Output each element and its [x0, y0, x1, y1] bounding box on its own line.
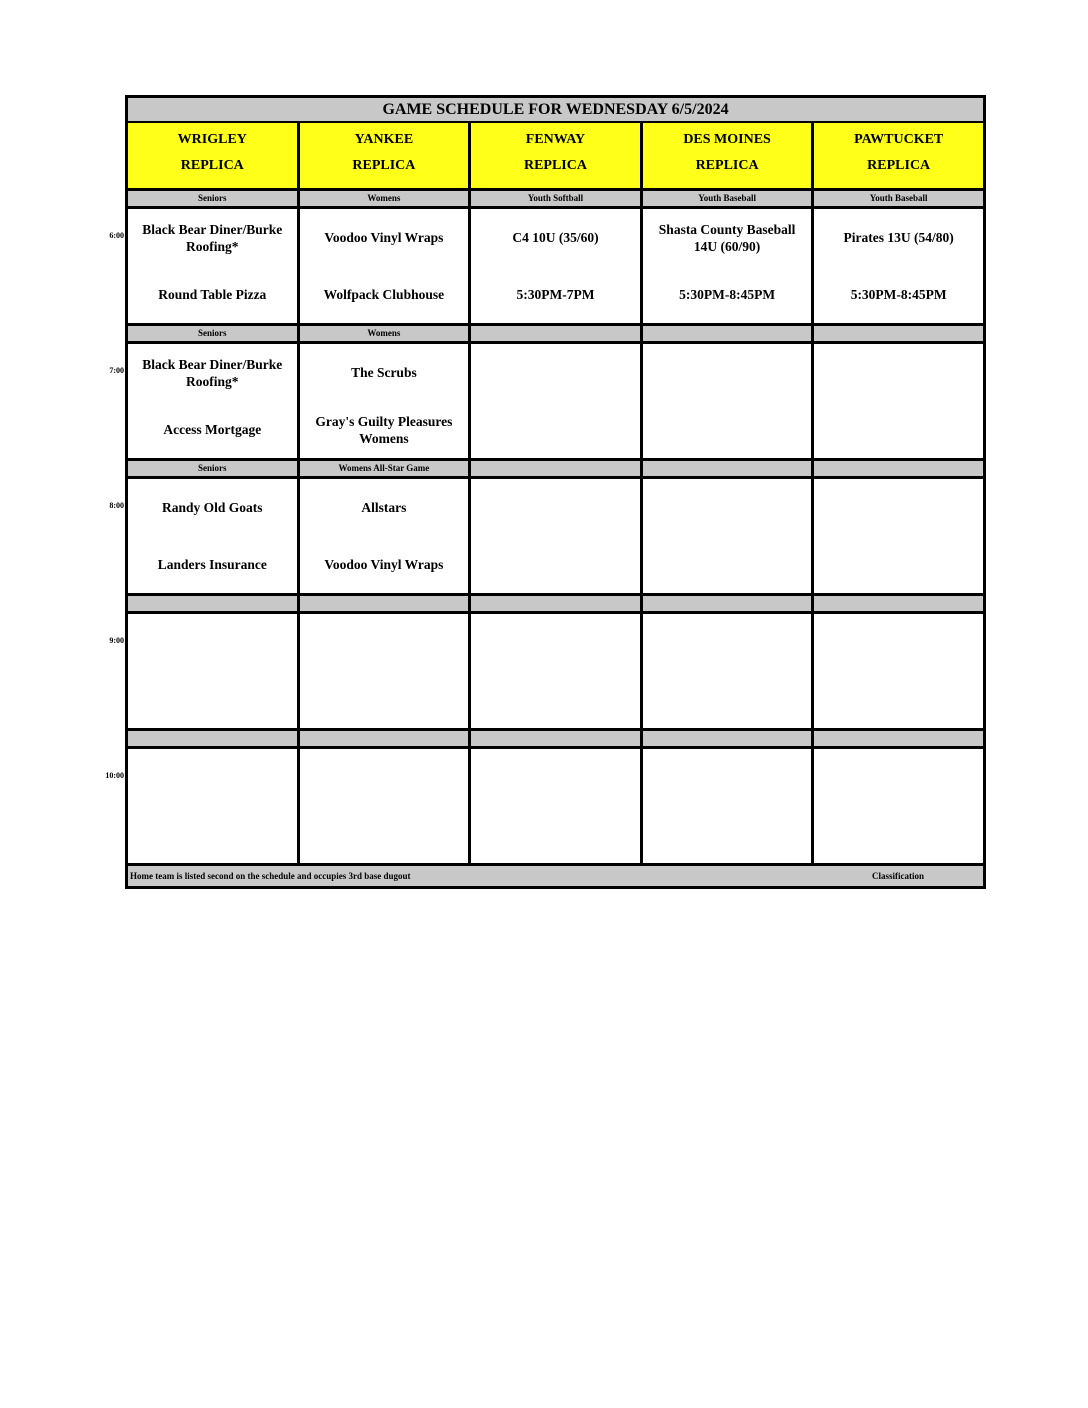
game-cell [300, 209, 472, 323]
classification-label: Womens [300, 326, 472, 341]
away-team [647, 479, 808, 536]
game-cell [128, 479, 300, 593]
home-team [304, 806, 465, 863]
classification-label [300, 731, 472, 746]
away-team [304, 614, 465, 671]
game-cell [471, 344, 643, 458]
away-team [818, 479, 979, 536]
home-team [475, 536, 636, 593]
classification-label [814, 731, 983, 746]
field-sub: REPLICA [352, 158, 416, 173]
classification-label: Seniors [128, 191, 300, 206]
away-team: Shasta County Baseball 14U (60/90) [658, 221, 796, 254]
game-cell [471, 749, 643, 863]
classification-label: Youth Baseball [869, 193, 928, 203]
classification-band [125, 593, 986, 611]
away-team: Black Bear Diner/Burke Roofing* [142, 221, 283, 254]
game-cell [643, 479, 815, 593]
away-team [475, 749, 636, 806]
game-slot-row [125, 341, 986, 458]
game-cell [643, 614, 815, 728]
away-team [475, 344, 636, 401]
field-sub: REPLICA [523, 158, 587, 173]
field-header-yankee [300, 123, 472, 188]
field-name: DES MOINES [683, 132, 771, 147]
time-slots [125, 188, 986, 863]
home-team [475, 401, 636, 458]
classification-label: Womens All-Star Game [300, 461, 472, 476]
field-name: WRIGLEY [177, 132, 247, 147]
game-cell [814, 479, 983, 593]
home-team [475, 806, 636, 863]
away-team: C4 10U (35/60) [512, 230, 599, 245]
game-slot-row [125, 746, 986, 863]
home-team [647, 806, 808, 863]
classification-band [125, 728, 986, 746]
game-cell [128, 344, 300, 458]
classification-label [643, 596, 815, 611]
classification-label [814, 326, 983, 341]
footer-row [125, 863, 986, 889]
home-team [132, 671, 293, 728]
away-team [818, 749, 979, 806]
classification-band [125, 188, 986, 206]
field-header-row [125, 123, 986, 188]
classification-label: Youth Baseball [643, 191, 815, 206]
game-cell [128, 209, 300, 323]
field-header-fenway [471, 123, 643, 188]
game-cell [643, 749, 815, 863]
home-team [818, 401, 979, 458]
field-name: YANKEE [354, 132, 414, 147]
away-team [647, 344, 808, 401]
classification-label: Seniors [128, 461, 300, 476]
game-cell [300, 344, 472, 458]
home-team: Landers Insurance [157, 557, 267, 572]
classification-label [471, 326, 643, 341]
away-team: The Scrubs [351, 365, 417, 380]
field-name: PAWTUCKET [854, 132, 944, 147]
away-team [647, 614, 808, 671]
time-label: 10:00 [105, 771, 124, 780]
footer-classification: Classification [871, 871, 924, 881]
game-slot-row [125, 476, 986, 593]
field-sub: REPLICA [180, 158, 244, 173]
classification-label: Womens [300, 191, 472, 206]
game-cell [300, 749, 472, 863]
field-header-des-moines [643, 123, 815, 188]
home-team [475, 671, 636, 728]
classification-label [128, 596, 300, 611]
home-team: 5:30PM-8:45PM [679, 287, 776, 302]
time-label: 6:00 [109, 231, 124, 240]
home-team [132, 806, 293, 863]
away-team: Pirates 13U (54/80) [843, 230, 954, 245]
home-team: Wolfpack Clubhouse [323, 287, 445, 302]
field-name: FENWAY [525, 132, 586, 147]
home-team [818, 536, 979, 593]
classification-band [125, 458, 986, 476]
home-team [304, 671, 465, 728]
field-sub: REPLICA [867, 158, 931, 173]
time-label: 9:00 [109, 636, 124, 645]
field-sub: REPLICA [695, 158, 759, 173]
game-cell [643, 209, 815, 323]
home-team [647, 671, 808, 728]
classification-label [471, 596, 643, 611]
home-team [647, 401, 808, 458]
home-team: Access Mortgage [163, 422, 262, 437]
time-label: 7:00 [109, 366, 124, 375]
home-team: 5:30PM-8:45PM [850, 287, 947, 302]
home-team [818, 806, 979, 863]
home-team: Voodoo Vinyl Wraps [324, 557, 444, 572]
game-cell [471, 614, 643, 728]
home-team [647, 536, 808, 593]
game-slot-row [125, 206, 986, 323]
home-team: Round Table Pizza [158, 287, 267, 302]
away-team [818, 614, 979, 671]
home-team: 5:30PM-7PM [516, 287, 595, 302]
page-title: GAME SCHEDULE FOR WEDNESDAY 6/5/2024 [125, 95, 986, 123]
classification-label [643, 461, 815, 476]
classification-label: Youth Softball [471, 191, 643, 206]
away-team [132, 749, 293, 806]
classification-label [300, 596, 472, 611]
away-team: Black Bear Diner/Burke Roofing* [142, 356, 283, 389]
classification-label [643, 326, 815, 341]
game-cell [471, 209, 643, 323]
game-cell [300, 479, 472, 593]
game-cell [814, 209, 983, 323]
home-team: Gray's Guilty Pleasures Womens [315, 413, 453, 446]
away-team: Allstars [361, 500, 407, 515]
game-slot-row [125, 611, 986, 728]
field-header-pawtucket [814, 123, 983, 188]
away-team: Voodoo Vinyl Wraps [324, 230, 444, 245]
away-team: Randy Old Goats [162, 500, 263, 515]
away-team [475, 614, 636, 671]
away-team [132, 614, 293, 671]
classification-label [128, 731, 300, 746]
away-team [304, 749, 465, 806]
classification-label [814, 461, 983, 476]
game-cell [814, 344, 983, 458]
schedule-sheet [125, 95, 986, 889]
game-cell [814, 749, 983, 863]
classification-band [125, 323, 986, 341]
game-cell [814, 614, 983, 728]
away-team [647, 749, 808, 806]
away-team [475, 479, 636, 536]
classification-label [643, 731, 815, 746]
classification-label: Seniors [128, 326, 300, 341]
home-team [818, 671, 979, 728]
field-header-wrigley [128, 123, 300, 188]
game-cell [471, 479, 643, 593]
game-cell [300, 614, 472, 728]
game-cell [128, 614, 300, 728]
away-team [818, 344, 979, 401]
footer-note: Home team is listed second on the schedule and occupies 3rd base dugout [130, 871, 411, 881]
time-label: 8:00 [109, 501, 124, 510]
classification-label [814, 596, 983, 611]
game-cell [643, 344, 815, 458]
game-cell [128, 749, 300, 863]
classification-label [471, 731, 643, 746]
classification-label [471, 461, 643, 476]
